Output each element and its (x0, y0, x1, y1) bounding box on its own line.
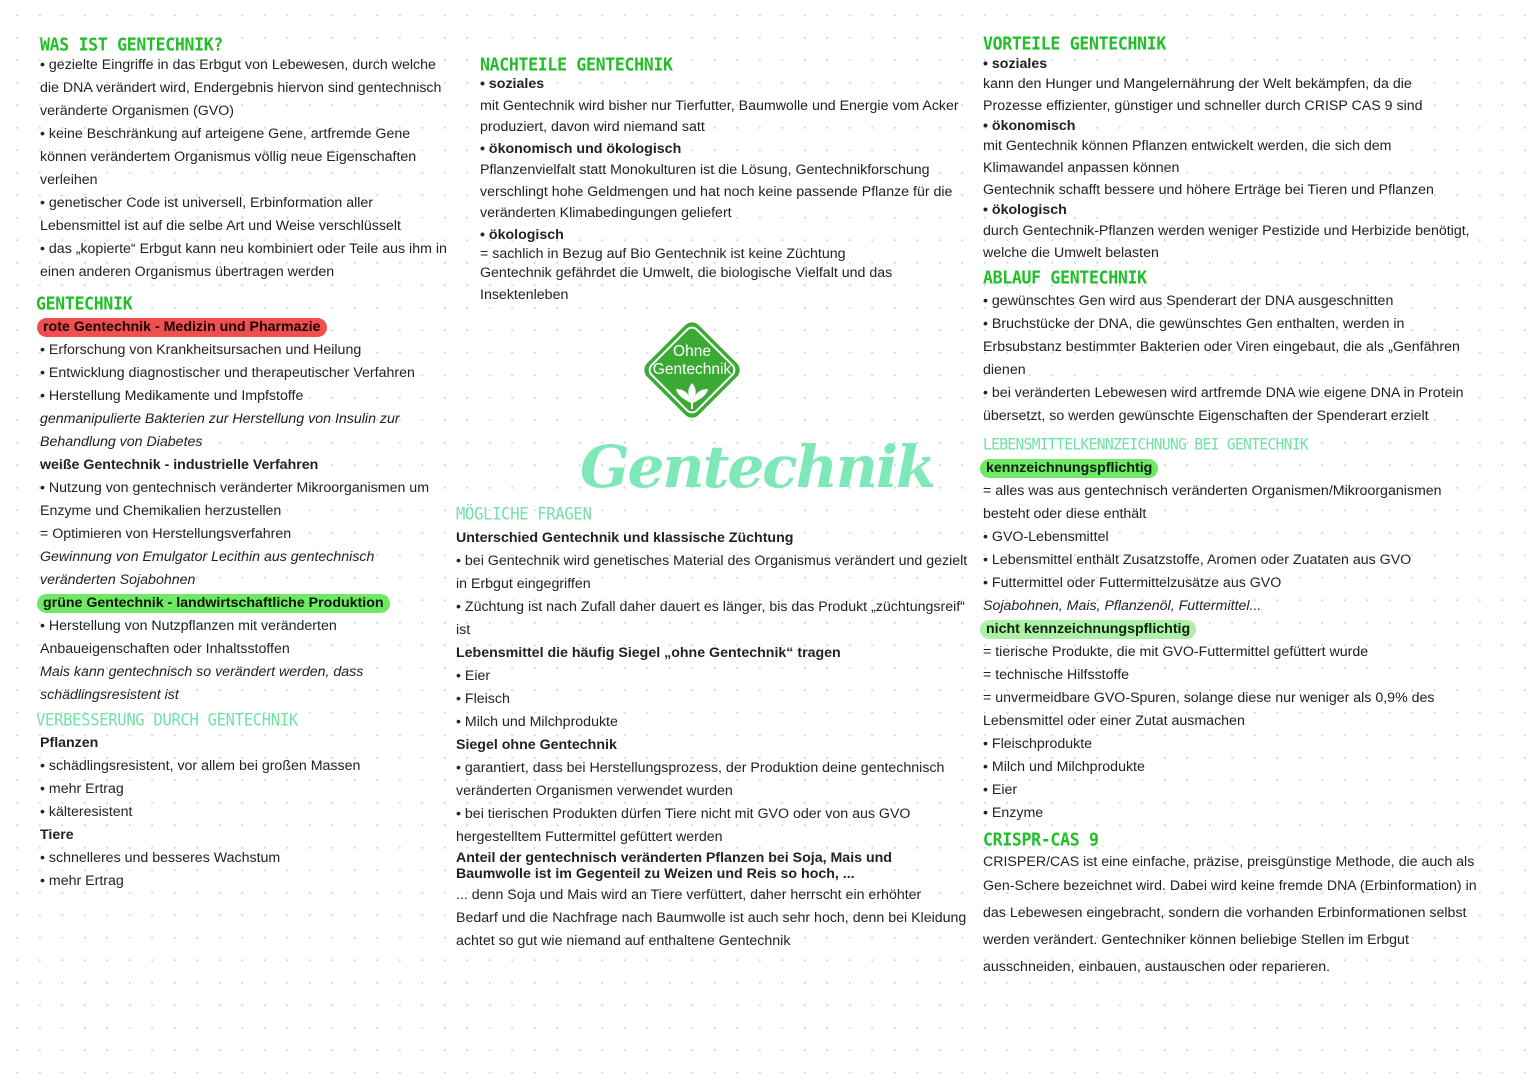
column-left (36, 33, 450, 893)
text-line: veränderten Organismen verwendet wurden (456, 783, 733, 799)
text-line: • Herstellung Medikamente und Impfstoffe (40, 388, 304, 404)
example-line: genmanipulierte Bakterien zur Herstellung von Insulin zur (40, 411, 400, 427)
text-line: ist (456, 622, 471, 638)
text-line: Lebensmittel ist auf die selbe Art und Weise verschlüsselt (40, 218, 401, 234)
text-line: übersetzt, so werden gewünschte Eigenschaften der Spenderart erzielt (983, 408, 1429, 424)
text-line: einen anderen Organismus übertragen werden (40, 264, 335, 280)
text-line: besteht oder diese enthält (983, 506, 1147, 522)
heading-kennzeichnung: LEBENSMITTELKENNZEICHNUNG BEI GENTECHNIK (983, 436, 1309, 454)
column-middle-bottom (456, 502, 971, 953)
text-line: • mehr Ertrag (40, 781, 124, 797)
text-line: • kälteresistent (40, 804, 133, 820)
text-line: Pflanzenvielfalt statt Monokulturen ist die Lösung, Gentechnikforschung (480, 162, 930, 178)
subheading-oekonomisch-oekologisch: • ökonomisch und ökologisch (480, 140, 682, 157)
text-line: Enzyme und Chemikalien herzustellen (40, 503, 282, 519)
text-line: ausschneiden, einbauen, austauschen oder reparieren. (983, 959, 1331, 975)
text-line: Insektenleben (480, 286, 569, 303)
text-line: = technische Hilfsstoffe (983, 667, 1130, 683)
text-line: das Lebewesen eingebracht, sondern die vorhanden Erbinformationen selbst (983, 905, 1467, 921)
text-line: Gen-Schere bezeichnet wird. Dabei wird keine fremde DNA (Erbinformation) in (983, 878, 1477, 894)
question-4: Baumwolle ist im Gegenteil zu Weizen und Reis so hoch, ... (456, 866, 855, 882)
text-line: Prozesse effizienter, günstiger und schneller durch CRISP CAS 9 sind (983, 98, 1423, 114)
subheading-soziales: • soziales (983, 56, 1048, 72)
highlight-gruene-gentechnik: grüne Gentechnik - landwirtschaftliche Produktion (37, 594, 390, 613)
heading-nachteile: NACHTEILE GENTECHNIK (480, 54, 673, 75)
column-middle-top (480, 53, 970, 306)
text-line: • Enzyme (983, 805, 1044, 821)
text-line: können verändertem Organismus völlig neue Eigenschaften (40, 149, 417, 165)
text-line: durch Gentechnik-Pflanzen werden weniger Pestizide und Herbizide benötigt, (983, 223, 1470, 239)
text-line: • Fleisch (456, 691, 510, 707)
question-2: Lebensmittel die häufig Siegel „ohne Gentechnik“ tragen (456, 645, 841, 661)
question-1: Unterschied Gentechnik und klassische Züchtung (456, 530, 794, 546)
gentechnik-section (40, 316, 450, 707)
text-line: Gentechnik gefährdet die Umwelt, die biologische Vielfalt und das (480, 265, 893, 281)
crispr-section (983, 852, 1483, 981)
heading-was-ist-gentechnik: WAS IST GENTECHNIK? (40, 34, 224, 55)
example-line: Mais kann gentechnisch so verändert werden, dass (40, 664, 364, 680)
text-line: • Herstellung von Nutzpflanzen mit veränderten (40, 618, 337, 634)
badge-line-gentechnik: Gentechnik (652, 361, 732, 378)
text-line: • Eier (983, 782, 1018, 798)
text-line: • Bruchstücke der DNA, die gewünschtes Gen enthalten, werden in (983, 316, 1405, 332)
heading-gentechnik: GENTECHNIK (36, 293, 133, 314)
column-right (983, 32, 1483, 981)
text-line: • mehr Ertrag (40, 873, 124, 889)
text-line: • Lebensmittel enthält Zusatzstoffe, Aromen oder Zuataten aus GVO (983, 552, 1412, 568)
text-line: • garantiert, dass bei Herstellungsprozess, der Produktion deine gentechnisch (456, 760, 945, 776)
example-line: Behandlung von Diabetes (40, 434, 203, 450)
text-line: = sachlich in Bezug auf Bio Gentechnik ist keine Züchtung (480, 246, 846, 262)
text-line: Gentechnik schafft bessere und höhere Erträge bei Tieren und Pflanzen (983, 182, 1434, 198)
kennzeichnung-section (983, 457, 1483, 825)
text-line: mit Gentechnik wird bisher nur Tierfutter, Baumwolle und Energie vom Acker (480, 97, 959, 114)
question-3: Siegel ohne Gentechnik (456, 737, 617, 753)
text-line: achtet so gut wie niemand auf enthaltene Gentechnik (456, 933, 791, 949)
example-line: Sojabohnen, Mais, Pflanzenöl, Futtermittel... (983, 598, 1262, 614)
ablauf-section (983, 290, 1483, 428)
text-line: • schädlingsresistent, vor allem bei großen Massen (40, 758, 361, 774)
ohne-gentechnik-badge (633, 311, 751, 429)
example-line: Gewinnung von Emulgator Lecithin aus gentechnisch (40, 549, 375, 565)
text-line: • bei veränderten Lebewesen wird artfremde DNA wie eigene DNA in Protein (983, 385, 1464, 401)
text-line: verschlingt hohe Geldmengen und hat noch keine passende Pflanze für die (480, 183, 953, 200)
text-line: • GVO-Lebensmittel (983, 529, 1109, 545)
text-line: Lebensmittel oder einer Zutat ausmachen (983, 713, 1245, 729)
text-line: = tierische Produkte, die mit GVO-Futtermittel gefüttert wurde (983, 644, 1369, 660)
text-line: • bei Gentechnik wird genetisches Material des Organismus verändert und gezielt (456, 553, 968, 569)
text-line: veränderte Organismen (GVO) (40, 103, 234, 119)
highlight-rote-gentechnik: rote Gentechnik - Medizin und Pharmazie (37, 318, 327, 337)
text-line: Bedarf und die Nachfrage nach Baumwolle ist auch sehr hoch, denn bei Kleidung (456, 910, 967, 926)
question-4: Anteil der gentechnisch veränderten Pflanzen bei Soja, Mais und (456, 850, 892, 866)
text-line: kann den Hunger und Mangelernährung der Welt bekämpfen, da die (983, 76, 1412, 92)
text-line: • Züchtung ist nach Zufall daher dauert es länger, bis das Produkt „züchtungsreif“ (456, 599, 965, 615)
text-line: hergestelltem Futtermittel gefüttert werden (456, 829, 723, 845)
text-line: mit Gentechnik können Pflanzen entwickelt werden, die sich dem (983, 138, 1392, 154)
text-line: veränderten Klimabedingungen geliefert (480, 205, 732, 221)
text-line: • bei tierischen Produkten dürfen Tiere nicht mit GVO oder von aus GVO (456, 806, 911, 822)
text-line: welche die Umwelt belasten (983, 245, 1159, 261)
text-line: • Erforschung von Krankheitsursachen und Heilung (40, 342, 362, 358)
page-title: Gentechnik (580, 433, 935, 501)
text-line: • Nutzung von gentechnisch veränderter Mikroorganismen um (40, 480, 430, 496)
text-line: • das „kopierte“ Erbgut kann neu kombiniert oder Teile aus ihm in (40, 241, 447, 257)
heading-vorteile: VORTEILE GENTECHNIK (983, 33, 1167, 54)
text-line: Erbsubstanz bestimmter Bakterien oder Viren eingebaut, die als „Genfähren (983, 339, 1460, 355)
heading-ablauf: ABLAUF GENTECHNIK (983, 267, 1147, 288)
text-line: • schnelleres und besseres Wachstum (40, 850, 281, 866)
text-line: = alles was aus gentechnisch veränderten Organismen/Mikroorganismen (983, 483, 1442, 499)
text-line: = Optimieren von Herstellungsverfahren (40, 526, 292, 542)
text-line: ... denn Soja und Mais wird an Tiere verfüttert, daher herrscht ein erhöhter (456, 887, 922, 903)
was-ist-text (40, 54, 450, 284)
highlight-kennzeichnungspflichtig: kennzeichnungspflichtig (980, 459, 1158, 478)
subheading-soziales: • soziales (480, 76, 545, 92)
text-line: • Fleischprodukte (983, 736, 1093, 752)
subheading-weisse-gentechnik: weiße Gentechnik - industrielle Verfahren (40, 457, 319, 473)
text-line: Anbaueigenschaften oder Inhaltsstoffen (40, 641, 290, 657)
text-line: produziert, davon wird niemand satt (480, 119, 705, 135)
text-line: in Erbgut eingegriffen (456, 576, 591, 592)
verbesserung-section (40, 732, 450, 893)
text-line: Klimawandel anpassen können (983, 160, 1180, 176)
text-line: • genetischer Code ist universell, Erbinformation aller (40, 195, 374, 211)
subheading-oekologisch: • ökologisch (480, 226, 564, 243)
text-line: • Futtermittel oder Futtermittelzusätze aus GVO (983, 575, 1282, 591)
subheading-oekologisch: • ökologisch (983, 202, 1067, 218)
subheading-pflanzen: Pflanzen (40, 735, 99, 751)
example-line: veränderten Sojabohnen (40, 572, 196, 588)
text-line: die DNA verändert wird, Endergebnis hiervon sind gentechnisch (40, 80, 442, 96)
heading-verbesserung: VERBESSERUNG DURCH GENTECHNIK (36, 710, 298, 730)
heading-moegliche-fragen: MÖGLICHE FRAGEN (456, 504, 592, 524)
text-line: • gezielte Eingriffe in das Erbgut von Lebewesen, durch welche (40, 57, 436, 73)
subheading-tiere: Tiere (40, 827, 74, 843)
example-line: schädlingsresistent ist (40, 687, 179, 703)
text-line: = unvermeidbare GVO-Spuren, solange diese nur weniger als 0,9% des (983, 690, 1435, 706)
text-line: werden verändert. Gentechniker können beliebige Stellen im Erbgut (983, 932, 1409, 948)
text-line: • Milch und Milchprodukte (983, 759, 1145, 775)
subheading-oekonomisch: • ökonomisch (983, 118, 1076, 134)
text-line: • gewünschtes Gen wird aus Spenderart der DNA ausgeschnitten (983, 293, 1394, 309)
heading-crispr: CRISPR-CAS 9 (983, 829, 1099, 850)
badge-line-ohne: Ohne (673, 343, 711, 360)
text-line: • Eier (456, 668, 491, 684)
text-line: dienen (983, 362, 1026, 378)
highlight-nicht-kennzeichnungspflichtig: nicht kennzeichnungspflichtig (980, 620, 1196, 639)
text-line: verleihen (40, 172, 98, 188)
text-line: CRISPER/CAS ist eine einfache, präzise, preisgünstige Methode, die auch als (983, 854, 1475, 870)
text-line: • keine Beschränkung auf arteigene Gene, artfremde Gene (40, 126, 411, 142)
text-line: • Milch und Milchprodukte (456, 714, 618, 730)
text-line: • Entwicklung diagnostischer und therapeutischer Verfahren (40, 365, 415, 381)
